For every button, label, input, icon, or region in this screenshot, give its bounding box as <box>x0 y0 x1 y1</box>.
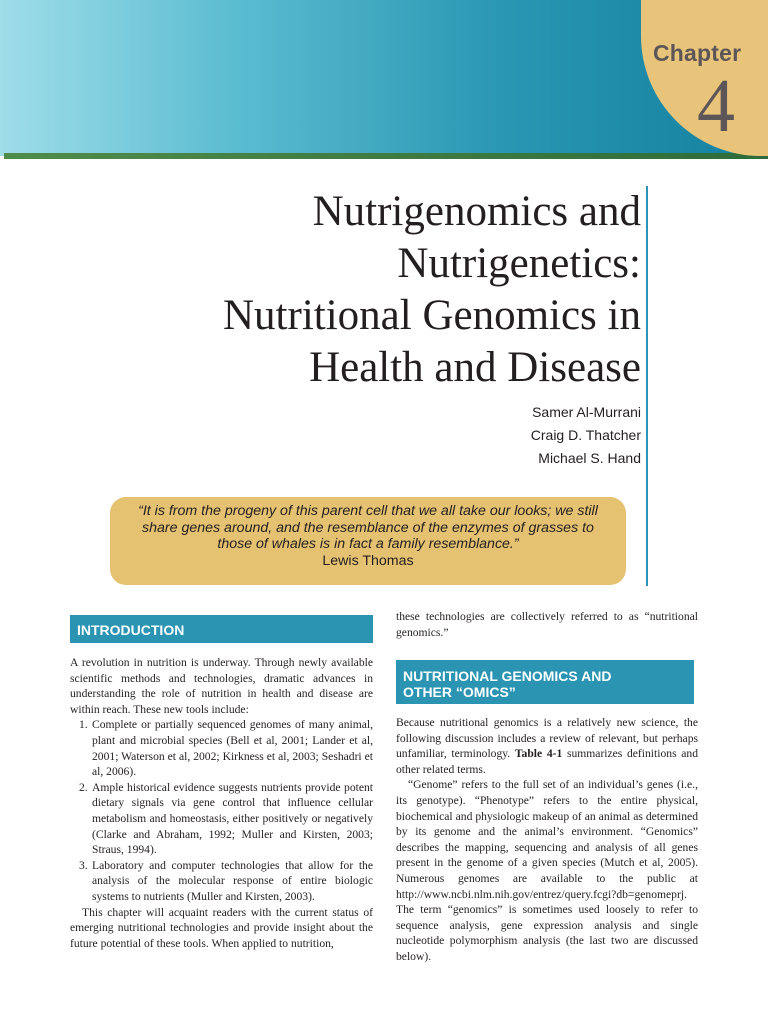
nutritional-genomics-heading: NUTRITIONAL GENOMICS AND OTHER “OMICS” <box>396 660 694 704</box>
chapter-label: Chapter <box>653 40 742 66</box>
continuation-text: these technologies are collectively referred to as “nutritional genomics.” <box>396 610 698 639</box>
quote-author: Lewis Thomas <box>322 552 414 569</box>
list-item: 1. Complete or partially sequenced genomes of many animal, plant and microbial species (Bell et al, 2001; Lander et al, 2001; Waterson et al, 2002; Kirkness et al, 2003; Seshadri et al, 2006). <box>79 718 373 779</box>
chapter-number: 4 <box>697 64 735 148</box>
quote-line: share genes around, and the resemblance of the enzymes of grasses to <box>142 519 594 536</box>
title-line: Nutrigenomics and <box>312 188 641 235</box>
title-line: Nutritional Genomics in <box>223 292 641 339</box>
author-list <box>531 401 641 470</box>
title-line: Nutrigenetics: <box>397 240 641 287</box>
tools-list <box>70 717 373 904</box>
list-item: 3. Laboratory and computer technologies that allow for the analysis of the molecular response of entire biologic systems to nutrients (Muller and Kirsten, 2003). <box>79 858 373 903</box>
list-item: 2. Ample historical evidence suggests nutrients provide potent dietary signals via gene control that influence cellular metabolism and homeostasis, either positively or negatively (Clarke and Abraham, 1992; Muller and Kirsten, 2003; Straus, 1994). <box>79 780 373 857</box>
closing-paragraph: This chapter will acquaint readers with the current status of emerging nutritional technologies and provide insight about the future potential of these tools. When applied to nutrition, <box>70 905 373 950</box>
title-line: Health and Disease <box>309 344 641 391</box>
epigraph-quote <box>110 497 626 585</box>
title-rule <box>646 186 648 586</box>
introduction-heading: INTRODUCTION <box>70 615 373 643</box>
author-name: Craig D. Thatcher <box>530 427 641 443</box>
intro-paragraph: A revolution in nutrition is underway. Through newly available scientific methods and technologies, dramatic advances in understanding the role of nutrition in health and disease are within reach. These new tools include: <box>70 656 373 716</box>
author-name: Samer Al-Murrani <box>532 404 641 420</box>
table-reference: Table 4-1 <box>514 747 563 761</box>
terminology-paragraph: Because nutritional genomics is a relatively new science, the following discussion includes a review of relevant, but perhaps unfamiliar, terminology. Table 4-1 summarizes definitions and other related terms. <box>396 716 698 776</box>
author-name: Michael S. Hand <box>538 450 641 466</box>
quote-line: “It is from the progeny of this parent cell that we all take our looks; we still <box>138 503 598 519</box>
introduction-text <box>70 655 373 951</box>
quote-line: those of whales is in fact a family resemblance.” <box>217 536 519 552</box>
chapter-title <box>121 186 641 394</box>
banner-stripe <box>4 153 768 159</box>
nutritional-genomics-text <box>396 715 698 965</box>
genome-paragraph: “Genome” refers to the full set of an individual’s genes (i.e., its genotype). “Phenotype” refers to the entire physical, biochemical and physiologic makeup of an animal as determined by its genome and the animal’s environment. “Genomics” describes the mapping, sequencing and analysis of all genes present in the genome of a given species (Mutch et al, 2005). Numerous genomes are available to the public at http://www.ncbi.nlm.nih.gov/entrez/query.fcgi?db=genomeprj. The term “genomics” is sometimes used loosely to refer to sequence analysis, gene expression analysis and single nucleotide polymorphism analysis (the last two are discussed below). <box>396 778 698 963</box>
